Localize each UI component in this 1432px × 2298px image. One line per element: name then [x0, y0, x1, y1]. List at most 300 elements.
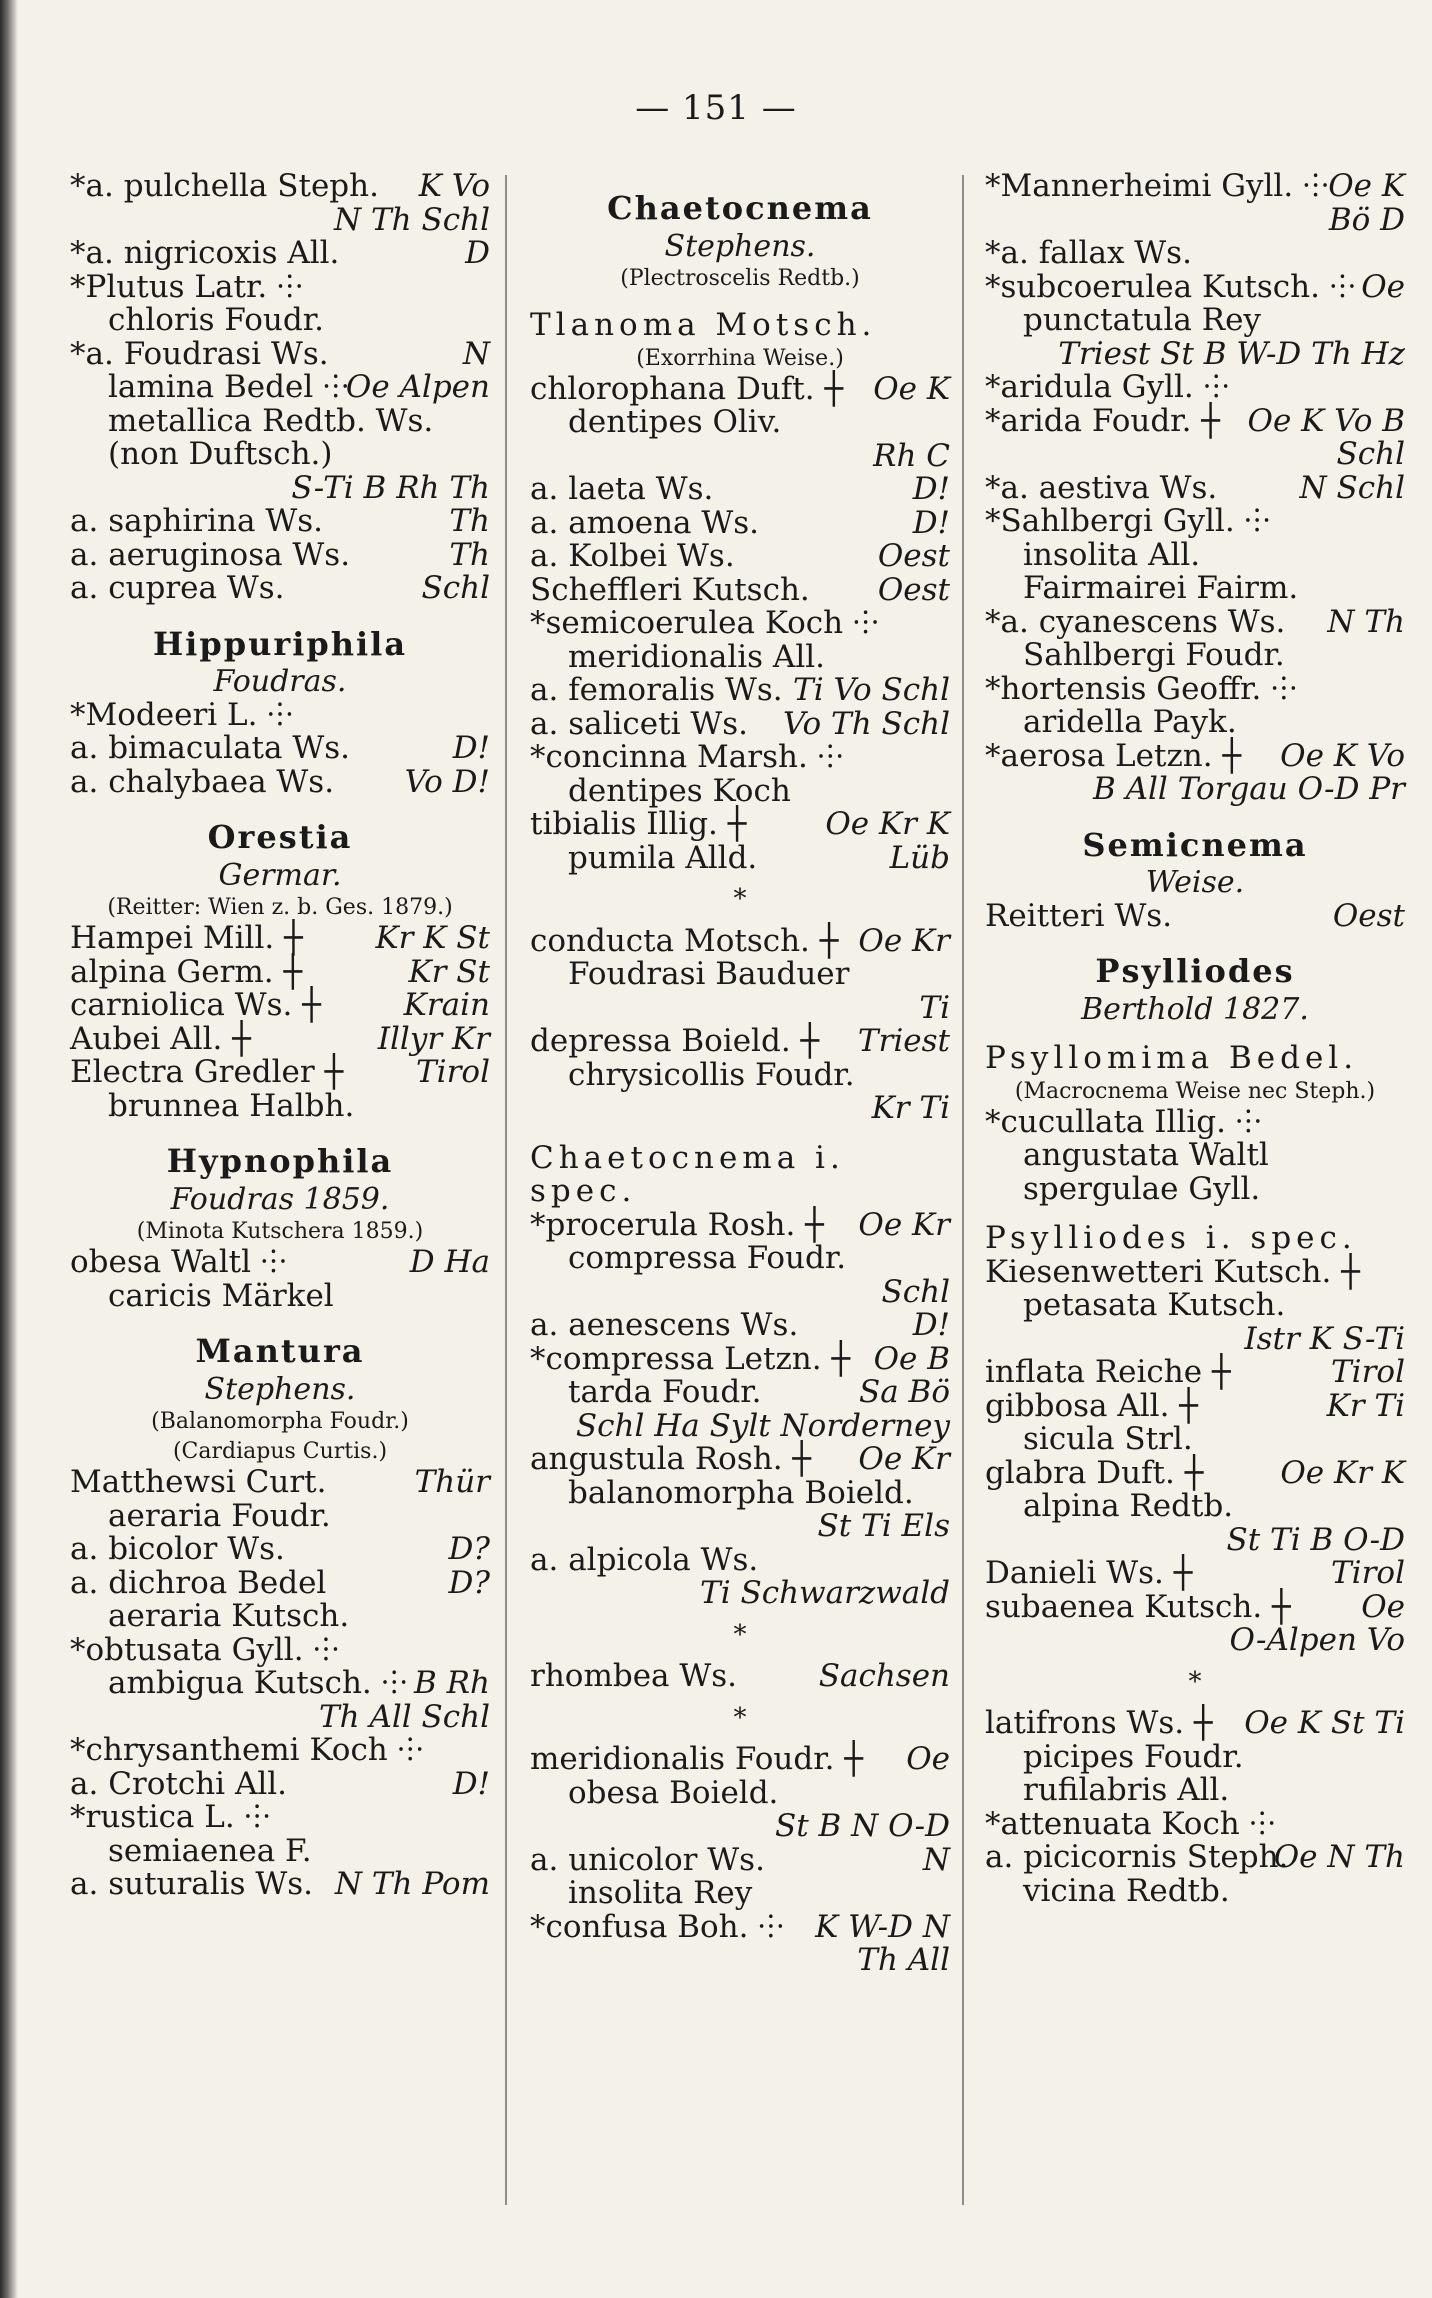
species-entry	[70, 1868, 490, 1902]
species-entry	[70, 1801, 490, 1835]
distribution-line: Th All Schl	[318, 1698, 490, 1735]
subgenus-heading: Chaetocnema i. spec.	[530, 1139, 845, 1209]
species-name: lamina Bedel ⸭	[108, 369, 349, 405]
species-entry	[985, 1253, 1405, 1290]
distribution-line: Ti	[919, 989, 950, 1026]
species-entry	[985, 1170, 1405, 1207]
distribution: Oe K	[1328, 168, 1405, 204]
distribution: Oe N Th	[1273, 1839, 1405, 1875]
genus-heading: Psylliodes	[1095, 952, 1295, 990]
species-entry	[985, 1490, 1405, 1524]
distribution: D!	[912, 504, 950, 541]
species-entry	[530, 1474, 950, 1511]
species-name: dentipes Oliv.	[568, 404, 782, 440]
species-entry	[985, 536, 1405, 573]
species-entry	[530, 504, 950, 541]
distribution: Oe K Vo	[1280, 737, 1405, 774]
species-name: *concinna Marsh. ⸭	[530, 739, 844, 775]
species-entry	[985, 737, 1405, 774]
species-entry	[530, 1774, 950, 1811]
distribution: Oe Kr	[858, 1206, 950, 1243]
species-name: *compressa Letzn. ┼	[530, 1340, 851, 1377]
species-name: picipes Foudr.	[1023, 1738, 1244, 1775]
section-asterisk: *	[733, 1619, 747, 1650]
species-name: *a. nigricoxis All.	[70, 235, 340, 271]
species-name: tarda Foudr.	[568, 1374, 762, 1410]
species-entry	[530, 473, 950, 507]
species-entry	[530, 674, 950, 708]
species-name: *a. cyanescens Ws.	[985, 603, 1286, 640]
species-name: chrysicollis Foudr.	[568, 1056, 855, 1093]
distribution: Oe	[1361, 268, 1405, 305]
species-name: a. Kolbei Ws.	[530, 538, 735, 574]
species-name: rufilabris All.	[1023, 1772, 1230, 1808]
distribution-line: Schl	[881, 1273, 950, 1310]
species-entry	[985, 1805, 1405, 1842]
distribution-line: Schl Ha Sylt Norderney	[575, 1407, 950, 1444]
species-entry	[70, 1533, 490, 1567]
species-name: Reitteri Ws.	[985, 897, 1173, 934]
species-name: a. picicornis Steph.	[985, 1839, 1289, 1875]
distribution: K W-D N	[815, 1908, 950, 1945]
column-divider-2	[962, 175, 964, 2205]
species-entry	[70, 953, 490, 990]
species-name: tibialis Illig. ┼	[530, 806, 747, 842]
species-name: meridionalis All.	[568, 638, 826, 675]
species-entry	[70, 1765, 490, 1802]
distribution: D?	[448, 1564, 490, 1601]
species-entry	[985, 304, 1405, 338]
species-name: a. saphirina Ws.	[70, 503, 323, 539]
species-entry	[985, 670, 1405, 707]
distribution: Sa Bö	[858, 1374, 950, 1410]
species-entry	[985, 1841, 1405, 1875]
species-name: a. alpicola Ws.	[530, 1541, 759, 1578]
species-entry	[70, 696, 490, 733]
species-name: a. unicolor Ws.	[530, 1841, 765, 1878]
species-entry	[530, 808, 950, 842]
species-name: a. aenescens Ws.	[530, 1307, 799, 1343]
distribution: Th	[449, 536, 490, 573]
synonym-note: (Macrocnema Weise nec Steph.)	[1014, 1078, 1376, 1104]
species-entry	[530, 839, 950, 876]
species-entry	[70, 1667, 490, 1701]
species-name: *Modeeri L. ⸭	[70, 696, 293, 733]
species-entry	[70, 1832, 490, 1869]
genus-heading: Hippuriphila	[152, 624, 408, 663]
distribution: N	[462, 335, 490, 372]
species-name: a. Crotchi All.	[70, 1765, 288, 1802]
species-entry	[70, 1631, 490, 1668]
species-name: *a. Foudrasi Ws.	[70, 335, 329, 372]
distribution: Schl	[421, 570, 490, 606]
distribution: D!	[452, 730, 490, 766]
species-name: depressa Boield. ┼	[530, 1023, 820, 1059]
species-name: compressa Foudr.	[568, 1240, 847, 1276]
distribution: D!	[912, 1307, 950, 1343]
species-entry	[530, 1206, 950, 1243]
species-entry	[530, 1376, 950, 1410]
species-entry	[70, 170, 490, 204]
species-name: *a. fallax Ws.	[985, 235, 1192, 271]
species-entry	[985, 603, 1405, 640]
species-name: Electra Gredler ┼	[70, 1054, 344, 1090]
column-divider-1	[505, 175, 507, 2205]
species-name: aeraria Foudr.	[108, 1497, 331, 1534]
species-name: a. suturalis Ws.	[70, 1866, 314, 1902]
species-name: Kiesenwetteri Kutsch. ┼	[985, 1253, 1360, 1290]
species-name: *Mannerheimi Gyll. ⸭	[985, 168, 1329, 204]
distribution: D!	[912, 471, 950, 507]
species-entry	[530, 1340, 950, 1377]
species-entry	[70, 1497, 490, 1534]
species-name: *semicoerulea Koch ⸭	[530, 605, 879, 641]
species-name: *Sahlbergi Gyll. ⸭	[985, 503, 1270, 539]
species-name: insolita All.	[1023, 536, 1201, 573]
species-name: a. bicolor Ws.	[70, 1531, 285, 1567]
subgenus-heading: Psylliodes i. spec.	[985, 1220, 1357, 1256]
distribution: Oe K Vo B	[1247, 402, 1405, 439]
distribution: Vo Th Schl	[782, 705, 950, 742]
page-binding-shadow	[0, 0, 18, 2298]
distribution: Th	[449, 503, 490, 539]
distribution-line: Bö D	[1328, 201, 1405, 238]
distribution-line: St B N O-D	[774, 1808, 950, 1844]
species-entry	[530, 705, 950, 742]
column-2	[530, 170, 950, 1978]
species-name: Danieli Ws. ┼	[985, 1555, 1193, 1591]
species-name: alpina Redtb.	[1023, 1488, 1234, 1524]
species-entry	[985, 1139, 1405, 1173]
species-entry	[985, 1356, 1405, 1390]
species-name: *Plutus Latr. ⸭	[70, 268, 303, 305]
species-entry	[70, 922, 490, 956]
species-entry	[530, 741, 950, 775]
distribution: Lüb	[889, 839, 950, 876]
species-entry	[985, 1454, 1405, 1491]
distribution-line: S-Ti B Rh Th	[291, 469, 490, 506]
species-entry	[985, 706, 1405, 740]
species-entry	[985, 268, 1405, 305]
distribution: Oest	[1332, 897, 1405, 934]
distribution: Vo D!	[404, 763, 490, 800]
species-name: a. saliceti Ws.	[530, 705, 748, 742]
species-name: a. dichroa Bedel	[70, 1564, 327, 1601]
species-name: *arida Foudr. ┼	[985, 402, 1220, 439]
species-name: a. femoralis Ws.	[530, 672, 783, 708]
synonym-note: (Cardiapus Curtis.)	[172, 1439, 388, 1464]
distribution: Tirol	[416, 1054, 490, 1090]
species-name: glabra Duft. ┼	[985, 1454, 1204, 1491]
species-entry	[530, 772, 950, 809]
species-entry	[530, 958, 950, 992]
species-name: brunnea Halbh.	[108, 1087, 355, 1124]
species-entry	[985, 1103, 1405, 1140]
species-name: Matthewsi Curt.	[70, 1464, 327, 1500]
species-name: Foudrasi Bauduer	[568, 956, 850, 992]
distribution: Ti Vo Schl	[793, 672, 950, 708]
distribution-line: Rh C	[873, 437, 950, 474]
species-name: *obtusata Gyll. ⸭	[70, 1631, 339, 1668]
species-name: obesa Waltl ⸭	[70, 1244, 287, 1280]
species-entry	[70, 1564, 490, 1601]
species-name: *attenuata Koch ⸭	[985, 1805, 1276, 1842]
species-entry	[985, 639, 1405, 673]
species-entry	[70, 237, 490, 271]
species-entry	[985, 505, 1405, 539]
distribution: Krain	[403, 987, 490, 1023]
distribution-line: Schl	[1336, 436, 1405, 472]
species-name: gibbosa All. ┼	[985, 1387, 1198, 1424]
distribution: N Th	[1327, 603, 1405, 640]
species-name: inflata Reiche ┼	[985, 1354, 1231, 1390]
distribution: Kr St	[408, 953, 490, 990]
genus-heading: Chaetocnema	[607, 189, 873, 227]
species-name: *procerula Rosh. ┼	[530, 1206, 824, 1243]
species-name: Sahlbergi Foudr.	[1023, 637, 1285, 673]
distribution: D	[465, 235, 490, 271]
species-entry	[70, 989, 490, 1023]
distribution: N Th Pom	[334, 1866, 490, 1902]
species-entry	[985, 1588, 1405, 1625]
species-name: *chrysanthemi Koch ⸭	[70, 1732, 424, 1768]
column-1	[70, 170, 490, 1902]
species-name: *aridula Gyll. ⸭	[985, 369, 1230, 405]
section-asterisk: *	[1188, 1666, 1202, 1697]
section-asterisk: *	[733, 884, 747, 914]
genus-author: Berthold 1827.	[1081, 991, 1309, 1027]
species-name: *aerosa Letzn. ┼	[985, 737, 1242, 774]
species-entry	[985, 572, 1405, 606]
genus-heading: Semicnema	[1082, 825, 1308, 864]
synonym-note: (Plectroscelis Redtb.)	[620, 266, 860, 291]
distribution-line: B All Torgau O-D Pr	[1092, 771, 1405, 807]
species-name: dentipes Koch	[568, 772, 791, 809]
species-name: meridionalis Foudr. ┼	[530, 1741, 864, 1777]
distribution: D Ha	[409, 1244, 490, 1280]
distribution: Oe	[906, 1741, 950, 1777]
species-name: angustata Waltl	[1023, 1137, 1269, 1173]
species-entry	[70, 763, 490, 800]
species-entry	[985, 1423, 1405, 1457]
subgenus-heading: Psyllomima Bedel.	[985, 1040, 1359, 1076]
species-name: a. laeta Ws.	[530, 471, 714, 507]
species-entry	[530, 607, 950, 641]
species-entry	[530, 638, 950, 675]
distribution: Triest	[857, 1023, 950, 1059]
distribution: Tirol	[1331, 1555, 1405, 1591]
synonym-note: (Balanomorpha Foudr.)	[151, 1409, 409, 1434]
distribution-line: Kr Ti	[871, 1090, 950, 1126]
distribution-line: O-Alpen Vo	[1229, 1622, 1405, 1658]
species-name: *rustica L. ⸭	[70, 1799, 271, 1835]
species-entry	[530, 1660, 950, 1694]
species-entry	[985, 1872, 1405, 1909]
distribution: Oe Alpen	[345, 369, 490, 405]
species-name: a. aeruginosa Ws.	[70, 536, 351, 573]
species-name: sicula Strl.	[1023, 1421, 1193, 1457]
species-entry	[530, 1242, 950, 1276]
species-entry	[530, 1743, 950, 1777]
species-name: semiaenea F.	[108, 1832, 312, 1869]
species-entry	[70, 268, 490, 305]
genus-author: Foudras 1859.	[170, 1181, 390, 1217]
distribution: Kr Ti	[1326, 1387, 1405, 1424]
species-name: punctatula Rey	[1023, 302, 1261, 338]
distribution: N	[922, 1841, 950, 1878]
synonym-note: (Exorrhina Weise.)	[636, 345, 844, 371]
species-entry	[530, 922, 950, 959]
species-entry	[70, 572, 490, 606]
species-name: (non Duftsch.)	[108, 436, 333, 472]
species-entry	[530, 1541, 950, 1578]
species-name: chloris Foudr.	[108, 302, 324, 338]
species-entry	[70, 1466, 490, 1500]
species-name: *confusa Boh. ⸭	[530, 1908, 784, 1945]
distribution-line: N Th Schl	[334, 201, 490, 238]
species-entry	[70, 304, 490, 338]
species-entry	[70, 402, 490, 439]
distribution: Oe Kr K	[825, 806, 950, 842]
species-entry	[985, 897, 1405, 934]
distribution: Thür	[414, 1464, 490, 1500]
species-entry	[985, 1387, 1405, 1424]
species-entry	[70, 335, 490, 372]
species-entry	[70, 1056, 490, 1090]
species-entry	[530, 571, 950, 608]
species-entry	[985, 371, 1405, 405]
species-entry	[70, 438, 490, 472]
genus-author: Stephens.	[664, 228, 816, 264]
species-name: aridella Payk.	[1023, 704, 1237, 740]
distribution-line: Th All	[857, 1942, 950, 1978]
distribution: Oe	[1361, 1588, 1405, 1625]
distribution: K Vo	[418, 168, 490, 204]
species-name: conducta Motsch. ┼	[530, 922, 839, 959]
species-entry	[530, 1309, 950, 1343]
species-name: *hortensis Geoffr. ⸭	[985, 670, 1297, 707]
distribution: Oe B	[873, 1340, 950, 1377]
species-entry	[530, 540, 950, 574]
species-entry	[985, 1289, 1405, 1323]
species-entry	[70, 1600, 490, 1634]
distribution: Oest	[877, 571, 950, 608]
synonym-note: (Minota Kutschera 1859.)	[136, 1219, 424, 1244]
species-name: carniolica Ws. ┼	[70, 987, 321, 1023]
species-name: spergulae Gyll.	[1023, 1170, 1261, 1207]
distribution-line: St Ti B O-D	[1226, 1521, 1405, 1558]
species-entry	[985, 469, 1405, 506]
species-name: caricis Märkel	[108, 1277, 334, 1314]
distribution-line: St Ti Els	[817, 1508, 950, 1544]
species-entry	[530, 406, 950, 440]
species-entry	[985, 1557, 1405, 1591]
column-3	[985, 170, 1405, 1908]
genus-heading: Orestia	[207, 818, 353, 856]
species-entry	[70, 732, 490, 766]
page-number: — 151 —	[635, 88, 797, 128]
synonym-note: (Reitter: Wien z. b. Ges. 1879.)	[107, 895, 453, 920]
distribution-line: Ti Schwarzwald	[700, 1575, 950, 1611]
species-name: pumila Alld.	[568, 839, 758, 876]
distribution: B Rh	[414, 1665, 490, 1701]
distribution-line: Triest St B W-D Th Hz	[1058, 335, 1405, 372]
species-name: subaenea Kutsch. ┼	[985, 1588, 1291, 1625]
species-name: Aubei All. ┼	[70, 1020, 251, 1057]
genus-author: Weise.	[1145, 865, 1245, 900]
species-name: *cucullata Illig. ⸭	[985, 1103, 1262, 1140]
species-entry	[530, 1443, 950, 1477]
species-entry	[70, 505, 490, 539]
species-name: *a. pulchella Steph.	[70, 168, 379, 204]
species-entry	[985, 1707, 1405, 1741]
species-name: angustula Rosh. ┼	[530, 1441, 812, 1477]
species-entry	[70, 536, 490, 573]
species-name: Hampei Mill. ┼	[70, 920, 303, 956]
distribution: Oe Kr	[858, 1441, 950, 1477]
section-asterisk: *	[733, 1702, 747, 1733]
species-entry	[70, 371, 490, 405]
species-entry	[530, 1025, 950, 1059]
species-name: rhombea Ws.	[530, 1658, 737, 1694]
species-entry	[530, 1908, 950, 1945]
species-name: latifrons Ws. ┼	[985, 1705, 1213, 1741]
species-name: a. cuprea Ws.	[70, 570, 285, 606]
genus-author: Stephens.	[204, 1371, 356, 1407]
distribution: Illyr Kr	[377, 1020, 490, 1057]
species-entry	[985, 170, 1405, 204]
species-name: *a. aestiva Ws.	[985, 469, 1218, 506]
species-name: Fairmairei Fairm.	[1023, 570, 1299, 606]
species-entry	[985, 237, 1405, 271]
distribution: Kr K St	[375, 920, 490, 956]
distribution: D?	[448, 1531, 490, 1567]
species-name: *subcoerulea Kutsch. ⸭	[985, 268, 1356, 305]
species-name: ambigua Kutsch. ⸭	[108, 1665, 408, 1701]
species-entry	[530, 370, 950, 407]
species-name: balanomorpha Boield.	[568, 1474, 914, 1511]
species-name: chlorophana Duft. ┼	[530, 370, 844, 407]
species-name: vicina Redtb.	[1023, 1872, 1230, 1909]
genus-heading: Mantura	[195, 1332, 365, 1370]
distribution: Oe K	[873, 370, 950, 407]
distribution: Oe Kr K	[1280, 1454, 1405, 1491]
species-entry	[985, 1774, 1405, 1808]
species-name: a. amoena Ws.	[530, 504, 760, 541]
distribution-line: Istr K S-Ti	[1244, 1320, 1405, 1357]
species-name: petasata Kutsch.	[1023, 1287, 1286, 1323]
species-name: obesa Boield.	[568, 1774, 779, 1811]
species-entry	[530, 1877, 950, 1911]
species-name: aeraria Kutsch.	[108, 1598, 350, 1634]
distribution: Oe Kr	[858, 922, 950, 959]
species-name: Scheffleri Kutsch.	[530, 571, 810, 608]
distribution: Oe K St Ti	[1244, 1705, 1405, 1741]
distribution: N Schl	[1299, 469, 1405, 506]
genus-heading: Hypnophila	[166, 1142, 394, 1180]
distribution: Oest	[877, 538, 950, 574]
genus-author: Foudras.	[213, 664, 347, 699]
species-name: alpina Germ. ┼	[70, 953, 303, 990]
species-entry	[70, 1277, 490, 1314]
genus-author: Germar.	[218, 857, 342, 893]
distribution: D!	[452, 1765, 490, 1802]
species-entry	[530, 1056, 950, 1093]
species-name: insolita Rey	[568, 1875, 753, 1911]
distribution: Tirol	[1331, 1354, 1405, 1390]
species-entry	[70, 1087, 490, 1124]
species-entry	[985, 1738, 1405, 1775]
